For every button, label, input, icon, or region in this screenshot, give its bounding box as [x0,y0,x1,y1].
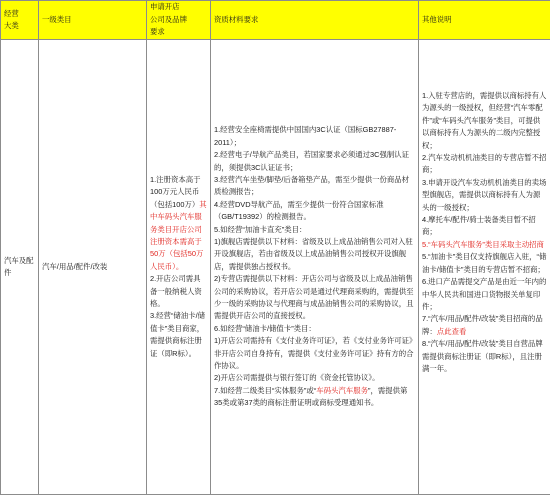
cell-other-notes [419,40,550,495]
note-7: 6.进口产品需提交产品是由近一年内的中华人民共和国进口货物报关单复印件； [422,276,547,313]
qual-item-7-red: 车码头汽车服务 [316,386,368,395]
note-2: 2.汽车发动机机油类目的专营店暂不招商； [422,152,547,177]
header-qualification-requirements: 资质材料要求 [211,1,419,40]
qual-item-6-2: 2)开店公司需提供与银行签订的《资金托管协议》。 [214,372,415,384]
note-5-red: 5.“车码头汽车服务”类目采取主动招商 [422,239,547,251]
cell-business-category: 汽车及配件 [1,40,39,495]
company-req-3: 3.经营“储油卡/储值卡”类目商家，需提供商标注册证（即R标）。 [150,310,207,360]
note-1: 1.入驻专营店的，需提供以商标持有人为源头的一级授权，但经营“汽车零配件”或“车码头汽车服务”类目，可提供以商标持有人为源头的二级内完整授权； [422,90,547,152]
qual-item-2: 2.经营电子/导航产品类目，若国家要求必须通过3C强制认证的，须提供3C认证证书； [214,149,415,174]
table-row [1,40,550,495]
note-8: 7.“汽车/用品/配件/改装”类目招商的品牌：点此查看 [422,313,547,338]
qual-item-5-1: 1)旗舰店需提供以下材料：省级及以上成品油销售公司对入驻开设旗舰店，若由省级及以上成品油销售公司授权开设旗舰店，需提供独占授权书。 [214,236,415,273]
company-req-1-red: 其中车码头汽车服务类目开店公司注册资本需高于50万（包括50万人民币）。 [150,200,207,271]
header-other-notes: 其他说明 [419,1,550,40]
brand-list-link[interactable]: 点此查看 [437,327,467,336]
cell-primary-category: 汽车/用品/配件/改装 [39,40,147,495]
company-req-2: 2.开店公司需具备一般纳税人资格。 [150,273,207,310]
table-header-row [1,1,550,40]
qual-item-6: 6.如经营“储油卡/储值卡”类目： [214,323,415,335]
note-6: 5.“加油卡”类目仅支持旗舰店入驻，“储油卡/储值卡”类目的专营店暂不招商； [422,251,547,276]
qual-item-7: 7.如经营二级类目“实体服务”或“车码头汽车服务”，需提供第35类或第37类的商标注册证明或商标受理通知书。 [214,385,415,410]
qual-item-1: 1.经营安全座椅需提供中国国内3C认证（国标GB27887-2011）； [214,124,415,149]
qual-item-3: 3.经营汽车坐垫/脚垫/后备箱垫产品，需至少提供一份商品材质检测报告； [214,174,415,199]
cell-qualification-requirements [211,40,419,495]
qual-item-6-1: 1)开店公司需持有《支付业务许可证》，若《支付业务许可证》非开店公司自身持有，需提供《支付业务许可证》持有方的合作协议。 [214,335,415,372]
note-9: 8.“汽车/用品/配件/改装”类目自营品牌需提供商标注册证（即R标），且注册满一年。 [422,338,547,375]
header-business-category: 经营 大类 [1,1,39,40]
cell-company-requirements [147,40,211,495]
qual-item-5-2: 2)专营店需提供以下材料：开店公司与省级及以上成品油销售公司的采购协议，若开店公司是通过代理商采购的，需提供至少一级的采购协议与代理商与成品油销售公司的采购协议，且需提供开店公司的直接授权。 [214,273,415,323]
header-primary-category: 一级类目 [39,1,147,40]
note-3: 3.申请开设汽车发动机机油类目的卖场型旗舰店，需提供以商标持有人为源头的一级授权； [422,177,547,214]
qual-item-4: 4.经营DVD导航产品，需至少提供一份符合国家标准（GB/T19392）的检测报告。 [214,199,415,224]
qual-item-5: 5.如经营“加油卡直充”类目： [214,224,415,236]
company-req-1: 1.注册资本高于100万元人民币（包括100万）其中车码头汽车服务类目开店公司注册资本需高于50万（包括50万人民币）。 [150,174,207,273]
header-company-brand-requirements: 申请开店 公司及品牌 要求 [147,1,211,40]
note-4: 4.摩托车/配件/骑士装备类目暂不招商； [422,214,547,239]
